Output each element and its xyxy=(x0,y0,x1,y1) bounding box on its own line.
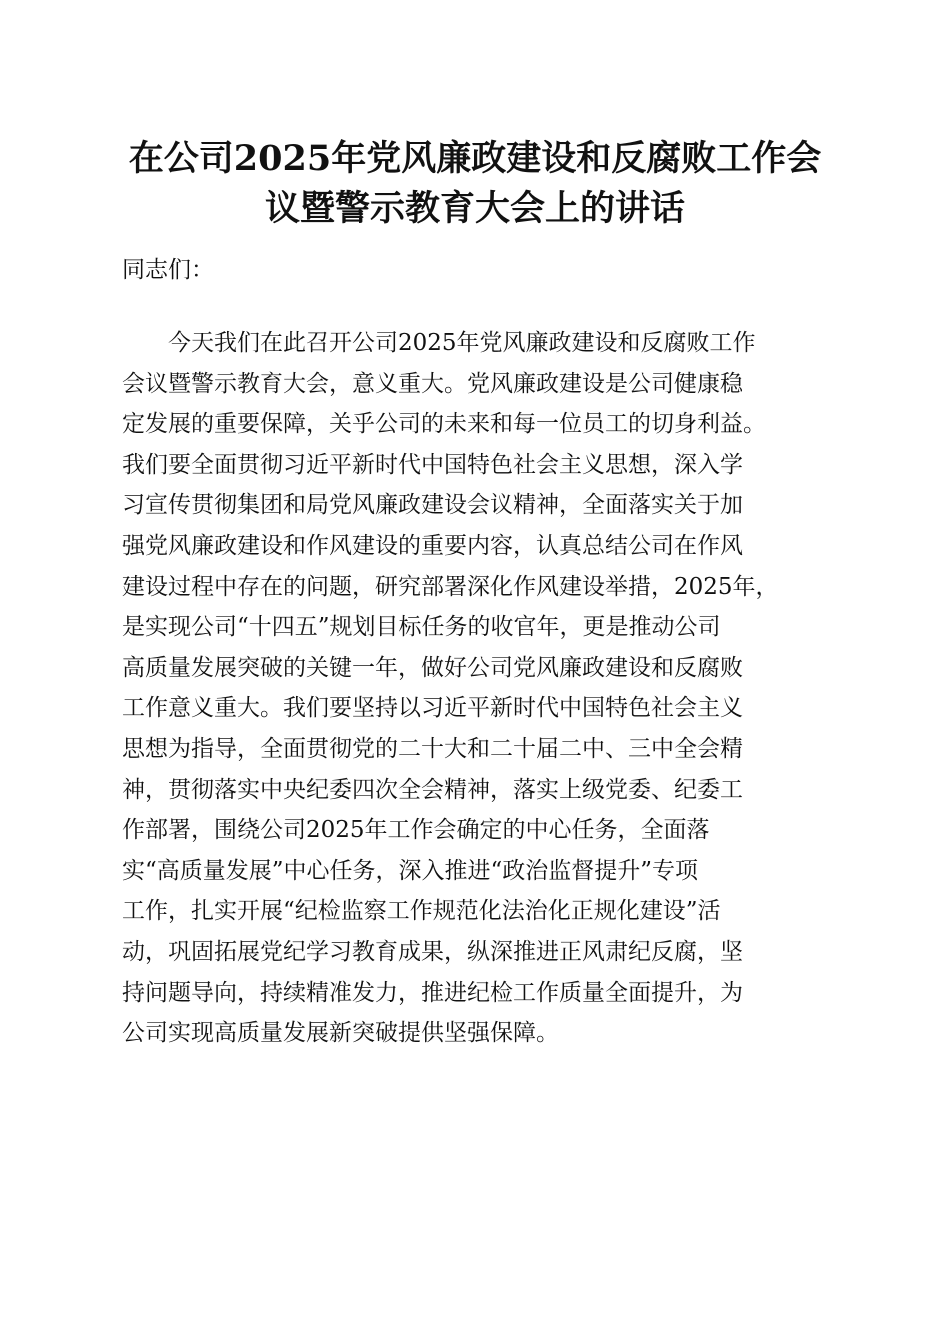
body-line: 定发展的重要保障，关乎公司的未来和每一位员工的切身利益。 xyxy=(122,411,766,438)
body-line: 实“高质量发展”中心任务，深入推进“政治监督提升”专项 xyxy=(122,857,699,884)
body-line: 会议暨警示教育大会，意义重大。党风廉政建设是公司健康稳 xyxy=(122,370,743,397)
body-line: 建设过程中存在的问题，研究部署深化作风建设举措，2025年， xyxy=(122,573,779,600)
body-line: 高质量发展突破的关键一年，做好公司党风廉政建设和反腐败 xyxy=(122,654,743,681)
body-paragraph xyxy=(122,323,832,1054)
body-line: 工作，扎实开展“纪检监察工作规范化法治化正规化建设”活 xyxy=(122,898,721,925)
body-line: 动，巩固拓展党纪学习教育成果，纵深推进正风肃纪反腐，坚 xyxy=(122,938,743,965)
title-line: 议暨警示教育大会上的讲话 xyxy=(264,188,685,229)
body-line: 思想为指导，全面贯彻党的二十大和二十届二中、三中全会精 xyxy=(122,735,743,762)
document-title xyxy=(100,134,850,234)
body-line: 习宣传贯彻集团和局党风廉政建设会议精神，全面落实关于加 xyxy=(122,492,743,519)
body-line: 强党风廉政建设和作风建设的重要内容，认真总结公司在作风 xyxy=(122,532,743,559)
body-line: 公司实现高质量发展新突破提供坚强保障。 xyxy=(122,1020,559,1047)
body-line: 作部署，围绕公司2025年工作会确定的中心任务，全面落 xyxy=(122,817,710,844)
body-line: 我们要全面贯彻习近平新时代中国特色社会主义思想，深入学 xyxy=(122,451,743,478)
body-line: 今天我们在此召开公司2025年党风廉政建设和反腐败工作 xyxy=(122,330,756,356)
body-line: 持问题导向，持续精准发力，推进纪检工作质量全面提升，为 xyxy=(122,979,743,1006)
body-line: 是实现公司“十四五”规划目标任务的收官年，更是推动公司 xyxy=(122,614,721,641)
body-line: 工作意义重大。我们要坚持以习近平新时代中国特色社会主义 xyxy=(122,695,743,722)
body-line: 神，贯彻落实中央纪委四次全会精神，落实上级党委、纪委工 xyxy=(122,776,743,803)
salutation: 同志们： xyxy=(122,257,214,283)
title-line: 在公司2025年党风廉政建设和反腐败工作会 xyxy=(128,138,822,179)
